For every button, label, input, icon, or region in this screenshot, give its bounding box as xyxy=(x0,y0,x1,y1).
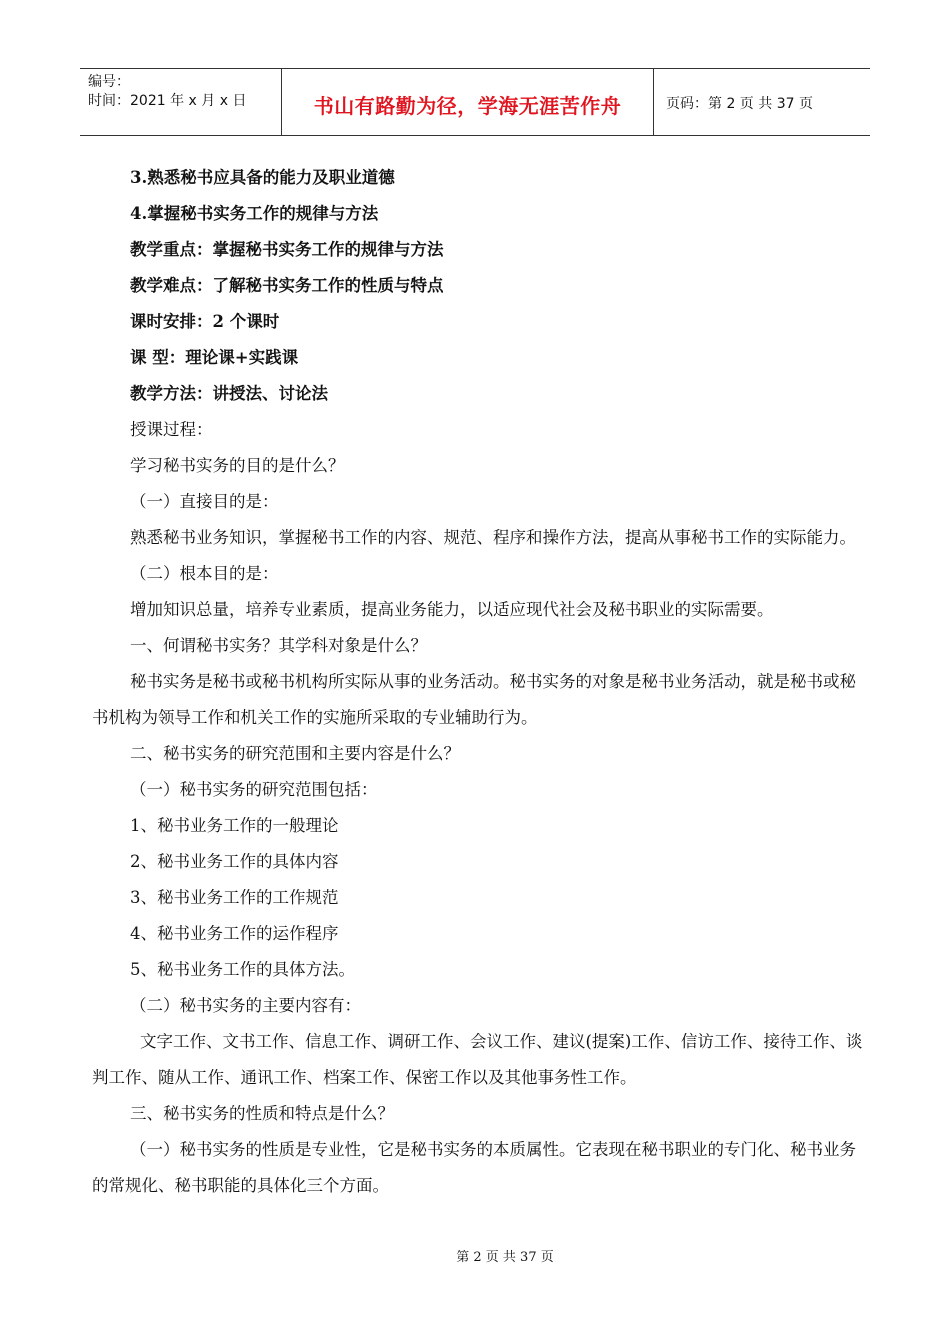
question-purpose: 学习秘书实务的目的是什么？ xyxy=(130,456,345,475)
nature-text: （一）秘书实务的性质是专业性，它是秘书实务的本质属性。它表现在秘书职业的专门化、秘书业务的常规化、秘书职能的具体化三个方面。 xyxy=(92,1140,856,1195)
scope-item: 5、秘书业务工作的具体方法。 xyxy=(130,960,355,979)
scope-item: 3、秘书业务工作的工作规范 xyxy=(130,888,339,907)
direct-purpose-text: 熟悉秘书业务知识，掌握秘书工作的内容、规范、程序和操作方法，提高从事秘书工作的实际能力。 xyxy=(130,528,856,547)
page-header xyxy=(80,68,870,136)
teaching-key-point: 教学重点：掌握秘书实务工作的规律与方法 xyxy=(130,240,444,259)
header-page-info: 页码：第 2 页 共 37 页 xyxy=(666,96,813,112)
main-content-label: （二）秘书实务的主要内容有： xyxy=(130,996,361,1015)
goal-item-3: 3.熟悉秘书应具备的能力及职业道德 xyxy=(130,168,395,187)
course-type: 课 型：理论课+实践课 xyxy=(130,348,299,367)
teaching-method: 教学方法：讲授法、讨论法 xyxy=(130,384,328,403)
scope-item: 2、秘书业务工作的具体内容 xyxy=(130,852,339,871)
teaching-difficulty: 教学难点：了解秘书实务工作的性质与特点 xyxy=(130,276,444,295)
document-body xyxy=(92,160,872,1204)
class-hours: 课时安排：2 个课时 xyxy=(130,312,280,331)
root-purpose-label: （二）根本目的是： xyxy=(130,564,279,583)
main-content-text: 文字工作、文书工作、信息工作、调研工作、会议工作、建议(提案)工作、信访工作、接待工作、谈判工作、随从工作、通讯工作、档案工作、保密工作以及其他事务性工作。 xyxy=(92,1032,863,1087)
header-motto: 书山有路勤为径，学海无涯苦作舟 xyxy=(282,69,654,135)
header-meta xyxy=(80,69,282,135)
section-1-heading: 一、何谓秘书实务？其学科对象是什么？ xyxy=(130,636,427,655)
scope-label: （一）秘书实务的研究范围包括： xyxy=(130,780,378,799)
direct-purpose-label: （一）直接目的是： xyxy=(130,492,279,511)
section-2-heading: 二、秘书实务的研究范围和主要内容是什么？ xyxy=(130,744,460,763)
scope-item: 4、秘书业务工作的运作程序 xyxy=(130,924,339,943)
scope-item: 1、秘书业务工作的一般理论 xyxy=(130,816,339,835)
page-footer: 第 2 页 共 37 页 xyxy=(456,1250,554,1265)
section-3-heading: 三、秘书实务的性质和特点是什么？ xyxy=(130,1104,394,1123)
root-purpose-text: 增加知识总量，培养专业素质，提高业务能力，以适应现代社会及秘书职业的实际需要。 xyxy=(130,600,774,619)
document-date: 时间：2021 年 x 月 x 日 xyxy=(88,93,247,109)
process-label: 授课过程： xyxy=(130,420,213,439)
section-1-answer: 秘书实务是秘书或秘书机构所实际从事的业务活动。秘书实务的对象是秘书业务活动，就是秘书或秘书机构为领导工作和机关工作的实施所采取的专业辅助行为。 xyxy=(92,672,856,727)
document-number: 编号： xyxy=(88,74,130,90)
goal-item-4: 4.掌握秘书实务工作的规律与方法 xyxy=(130,204,379,223)
